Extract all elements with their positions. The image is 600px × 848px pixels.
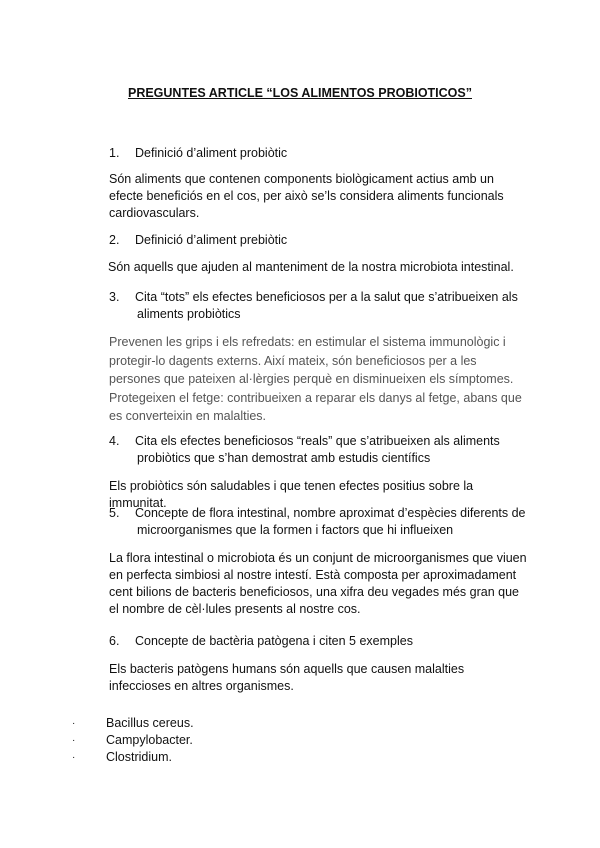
list-item bbox=[72, 732, 194, 749]
question-6 bbox=[109, 633, 529, 650]
question-number: 4. bbox=[109, 434, 120, 448]
bullet-marker: · bbox=[72, 718, 76, 729]
example-text: Campylobacter. bbox=[106, 733, 193, 747]
question-text-continued: aliments probiòtics bbox=[137, 307, 241, 321]
answer-3: Prevenen les grips i els refredats: en estimular el sistema immunològic i protegir-lo dagents externs. Així mateix, són beneficiosos per a les persones que pateixen al·lèrgies perquè en disminueixen els símptomes. Protegeixen el fetge: contribueixen a reparar els danys al fetge, abans que es converteixin en malalties. bbox=[109, 335, 522, 423]
bullet-marker: · bbox=[72, 752, 76, 763]
question-text: Definició d’aliment prebiòtic bbox=[135, 233, 288, 247]
list-item bbox=[72, 749, 194, 766]
question-text-continued: microorganismes que la formen i factors que hi influeixen bbox=[137, 523, 454, 537]
page-title: PREGUNTES ARTICLE “LOS ALIMENTOS PROBIOTICOS” bbox=[127, 86, 472, 100]
question-1 bbox=[109, 145, 529, 162]
question-text: Concepte de flora intestinal, nombre aproximat d’espècies diferents de bbox=[135, 506, 526, 520]
bullet-marker: · bbox=[72, 735, 76, 746]
list-item bbox=[72, 715, 194, 732]
question-5 bbox=[109, 505, 529, 539]
question-number: 5. bbox=[109, 506, 120, 520]
answer-1: Són aliments que contenen components biològicament actius amb un efecte beneficiós en el cos, per això se’ls considera aliments funcionals cardiovasculars. bbox=[109, 172, 504, 220]
question-text-continued: probiòtics que s’han demostrat amb estudis científics bbox=[137, 451, 431, 465]
question-number: 2. bbox=[109, 233, 120, 247]
examples-list bbox=[72, 715, 194, 766]
question-number: 3. bbox=[109, 290, 120, 304]
question-text: Definició d’aliment probiòtic bbox=[135, 146, 288, 160]
answer-6: Els bacteris patògens humans són aquells que causen malalties infeccioses en altres organismes. bbox=[109, 662, 465, 693]
question-text: Concepte de bactèria patògena i citen 5 exemples bbox=[135, 634, 413, 648]
question-number: 6. bbox=[109, 634, 120, 648]
question-2 bbox=[109, 232, 529, 249]
question-text: Cita els efectes beneficiosos “reals” que s’atribueixen als aliments bbox=[135, 434, 500, 448]
answer-2: Són aquells que ajuden al manteniment de la nostra microbiota intestinal. bbox=[108, 260, 514, 274]
question-4 bbox=[109, 433, 529, 467]
answer-5: La flora intestinal o microbiota és un conjunt de microorganismes que viuen en perfecta simbiosi al nostre intestí. Està composta per aproximadament cent bilions de bacteris beneficiosos, una xifra deu vegades més gran que el nombre de cèl·lules presents al nostre cos. bbox=[109, 551, 527, 616]
answer-4: Els probiòtics són saludables i que tenen efectes positius sobre la immunitat. bbox=[109, 479, 474, 510]
question-number: 1. bbox=[109, 146, 120, 160]
example-text: Clostridium. bbox=[106, 750, 172, 764]
question-3 bbox=[109, 289, 529, 323]
example-text: Bacillus cereus. bbox=[106, 716, 194, 730]
question-text: Cita “tots” els efectes beneficiosos per a la salut que s’atribueixen als bbox=[135, 290, 518, 304]
